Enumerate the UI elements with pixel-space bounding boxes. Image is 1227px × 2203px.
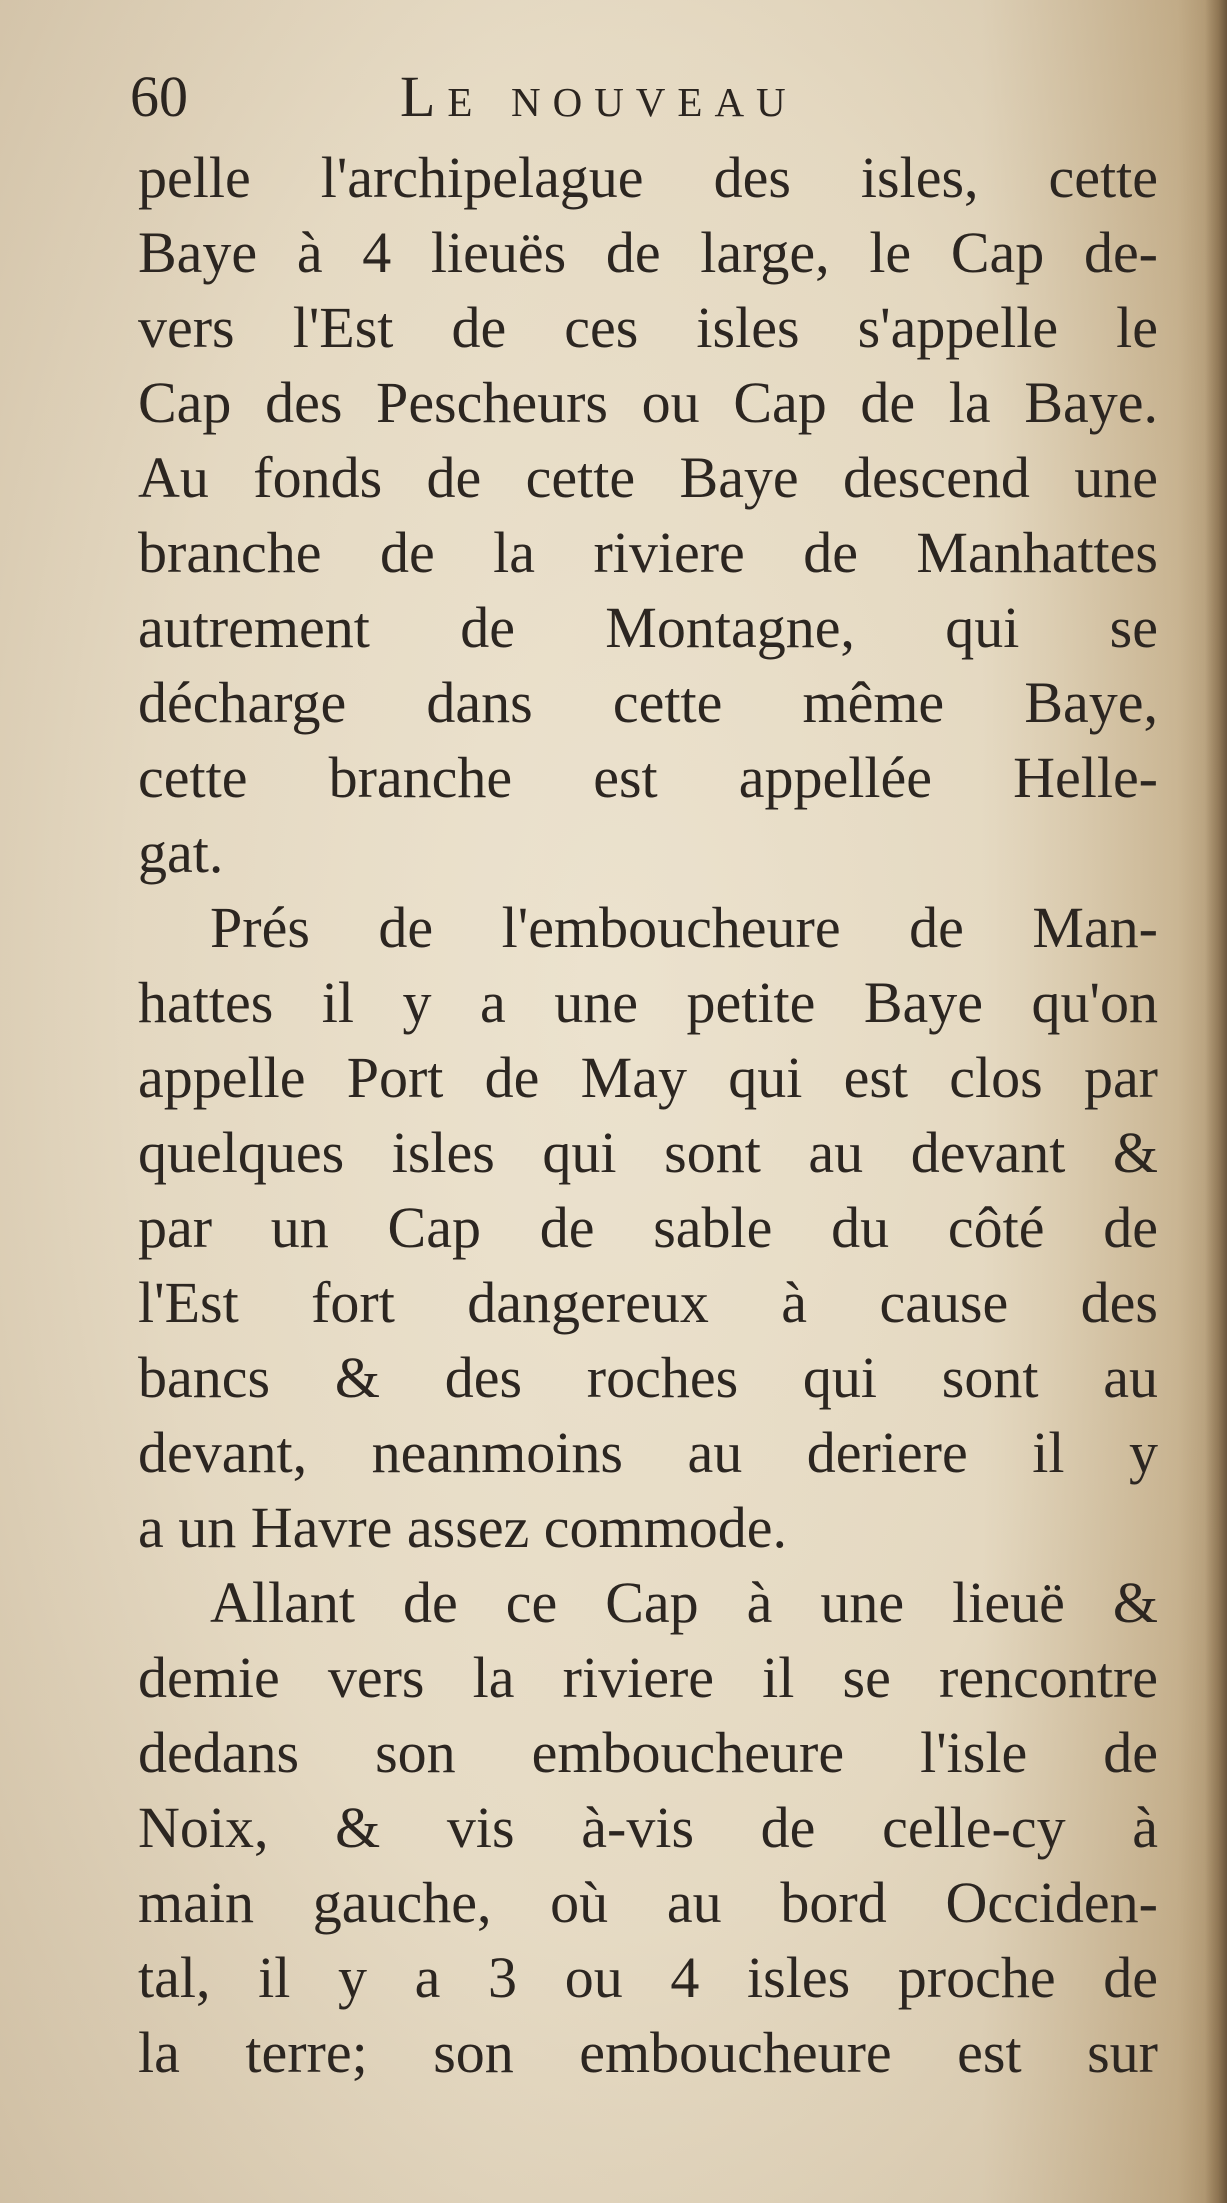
text-line: Noix, & vis à-vis de celle-cy à [138,1795,1158,1860]
text-line: Baye à 4 lieuës de large, le Cap de- [138,220,1158,285]
text-line: branche de la riviere de Manhattes [138,520,1158,585]
text-line: l'Est fort dangereux à cause des [138,1270,1158,1335]
running-title: Le nouveau [400,64,798,129]
text-line: appelle Port de May qui est clos par [138,1045,1158,1110]
text-line: a un Havre assez commode. [138,1495,788,1560]
text-line: bancs & des roches qui sont au [138,1345,1158,1410]
page-number: 60 [130,64,188,129]
text-line: quelques isles qui sont au devant & [138,1120,1158,1185]
page-gutter-shadow [1205,0,1227,2203]
text-line: cette branche est appellée Helle- [138,745,1158,810]
text-line: devant, neanmoins au deriere il y [138,1420,1158,1485]
body-text [138,140,1158,2090]
text-line: par un Cap de sable du côté de [138,1195,1158,1260]
text-line: vers l'Est de ces isles s'appelle le [138,295,1158,360]
text-line: demie vers la riviere il se rencontre [138,1645,1158,1710]
text-line: autrement de Montagne, qui se [138,595,1158,660]
text-line: Allant de ce Cap à une lieuë & [210,1570,1158,1635]
text-line: dedans son emboucheure l'isle de [138,1720,1158,1785]
text-line: main gauche, où au bord Occiden- [138,1870,1158,1935]
text-line: tal, il y a 3 ou 4 isles proche de [138,1945,1158,2010]
page-header [130,62,1170,132]
text-line: décharge dans cette même Baye, [138,670,1158,735]
text-line: hattes il y a une petite Baye qu'on [138,970,1158,1035]
text-line: Cap des Pescheurs ou Cap de la Baye. [138,370,1158,435]
text-line: Au fonds de cette Baye descend une [138,445,1158,510]
text-line: gat. [138,820,224,885]
text-line: la terre; son emboucheure est sur [138,2020,1158,2085]
text-line: pelle l'archipelague des isles, cette [138,145,1158,210]
text-line: Prés de l'emboucheure de Man- [210,895,1158,960]
